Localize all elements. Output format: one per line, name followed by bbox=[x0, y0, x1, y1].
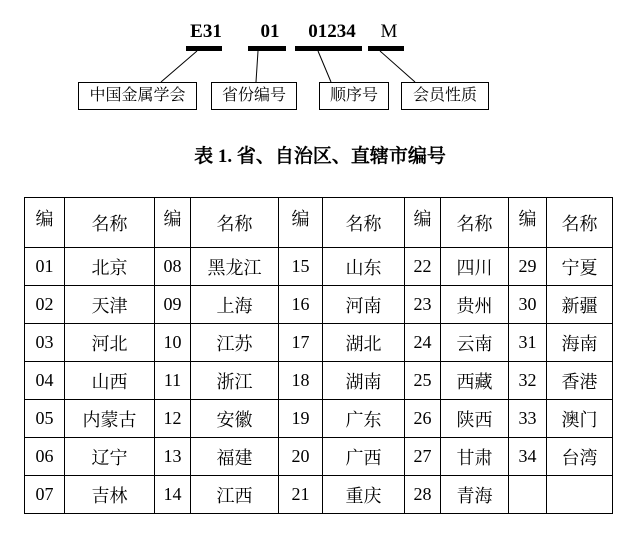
province-name: 湖北 bbox=[323, 324, 405, 362]
province-code: 30 bbox=[509, 286, 547, 324]
code-member-type: M bbox=[380, 21, 398, 42]
province-code: 16 bbox=[279, 286, 323, 324]
table-row bbox=[25, 324, 613, 362]
province-code: 20 bbox=[279, 438, 323, 476]
province-name: 黑龙江 bbox=[191, 248, 279, 286]
code-member-type-underline bbox=[368, 46, 404, 51]
province-code: 09 bbox=[155, 286, 191, 324]
table-row bbox=[25, 248, 613, 286]
connector-line-province bbox=[256, 51, 258, 82]
province-code: 12 bbox=[155, 400, 191, 438]
label-box-member-type bbox=[401, 82, 489, 110]
province-name: 海南 bbox=[547, 324, 613, 362]
province-name: 澳门 bbox=[547, 400, 613, 438]
label-province: 省份编号 bbox=[221, 87, 286, 104]
code-sequence-underline bbox=[295, 46, 362, 51]
header-code: 编 bbox=[509, 198, 547, 248]
province-name: 辽宁 bbox=[65, 438, 155, 476]
province-code: 29 bbox=[509, 248, 547, 286]
label-box-province bbox=[211, 82, 297, 110]
province-name: 浙江 bbox=[191, 362, 279, 400]
province-name: 广西 bbox=[323, 438, 405, 476]
table-header-row bbox=[25, 198, 613, 248]
province-name: 河北 bbox=[65, 324, 155, 362]
province-code: 04 bbox=[25, 362, 65, 400]
province-code: 27 bbox=[405, 438, 441, 476]
table-row bbox=[25, 286, 613, 324]
province-code: 02 bbox=[25, 286, 65, 324]
province-code: 28 bbox=[405, 476, 441, 514]
header-name: 名称 bbox=[323, 198, 405, 248]
province-name: 河南 bbox=[323, 286, 405, 324]
label-member-type: 会员性质 bbox=[412, 87, 477, 104]
province-name: 广东 bbox=[323, 400, 405, 438]
connector-line-society bbox=[161, 51, 197, 82]
province-code: 31 bbox=[509, 324, 547, 362]
province-code: 22 bbox=[405, 248, 441, 286]
province-code: 15 bbox=[279, 248, 323, 286]
province-name: 上海 bbox=[191, 286, 279, 324]
empty-cell bbox=[509, 476, 547, 514]
province-code: 25 bbox=[405, 362, 441, 400]
province-name: 陕西 bbox=[441, 400, 509, 438]
province-code: 01 bbox=[25, 248, 65, 286]
province-name: 安徽 bbox=[191, 400, 279, 438]
province-name: 天津 bbox=[65, 286, 155, 324]
code-province-underline bbox=[248, 46, 286, 51]
province-code: 24 bbox=[405, 324, 441, 362]
table-row bbox=[25, 476, 613, 514]
connector-line-member-type bbox=[380, 51, 415, 82]
province-name: 江西 bbox=[191, 476, 279, 514]
connector-line-sequence bbox=[318, 51, 331, 82]
header-name: 名称 bbox=[547, 198, 613, 248]
membership-number-diagram bbox=[0, 0, 640, 120]
province-code: 21 bbox=[279, 476, 323, 514]
header-name: 名称 bbox=[65, 198, 155, 248]
province-name: 云南 bbox=[441, 324, 509, 362]
table-title: 表 1. 省、自治区、直辖市编号 bbox=[194, 146, 446, 167]
header-code: 编 bbox=[25, 198, 65, 248]
province-code: 26 bbox=[405, 400, 441, 438]
province-name: 北京 bbox=[65, 248, 155, 286]
province-name: 台湾 bbox=[547, 438, 613, 476]
province-code: 07 bbox=[25, 476, 65, 514]
province-code-table bbox=[24, 197, 613, 514]
province-name: 香港 bbox=[547, 362, 613, 400]
code-sequence: 01234 bbox=[308, 21, 356, 42]
province-code: 17 bbox=[279, 324, 323, 362]
province-code: 18 bbox=[279, 362, 323, 400]
province-name: 青海 bbox=[441, 476, 509, 514]
label-box-society bbox=[78, 82, 197, 110]
header-name: 名称 bbox=[191, 198, 279, 248]
code-prefix-underline bbox=[186, 46, 222, 51]
province-code: 11 bbox=[155, 362, 191, 400]
province-name: 宁夏 bbox=[547, 248, 613, 286]
province-code: 23 bbox=[405, 286, 441, 324]
province-code: 19 bbox=[279, 400, 323, 438]
empty-cell bbox=[547, 476, 613, 514]
province-name: 湖南 bbox=[323, 362, 405, 400]
province-code: 14 bbox=[155, 476, 191, 514]
province-name: 山西 bbox=[65, 362, 155, 400]
province-code: 08 bbox=[155, 248, 191, 286]
code-province: 01 bbox=[260, 21, 280, 42]
province-code: 06 bbox=[25, 438, 65, 476]
province-code: 32 bbox=[509, 362, 547, 400]
province-name: 江苏 bbox=[191, 324, 279, 362]
label-box-sequence bbox=[319, 82, 389, 110]
code-prefix: E31 bbox=[190, 21, 222, 42]
table-row bbox=[25, 362, 613, 400]
table-row bbox=[25, 400, 613, 438]
province-name: 山东 bbox=[323, 248, 405, 286]
province-name: 甘肃 bbox=[441, 438, 509, 476]
header-code: 编 bbox=[405, 198, 441, 248]
header-name: 名称 bbox=[441, 198, 509, 248]
province-code: 03 bbox=[25, 324, 65, 362]
province-code: 10 bbox=[155, 324, 191, 362]
province-name: 四川 bbox=[441, 248, 509, 286]
province-name: 福建 bbox=[191, 438, 279, 476]
province-name: 贵州 bbox=[441, 286, 509, 324]
header-code: 编 bbox=[155, 198, 191, 248]
province-name: 吉林 bbox=[65, 476, 155, 514]
province-code: 05 bbox=[25, 400, 65, 438]
label-sequence: 顺序号 bbox=[329, 87, 378, 104]
province-name: 重庆 bbox=[323, 476, 405, 514]
province-name: 西藏 bbox=[441, 362, 509, 400]
header-code: 编 bbox=[279, 198, 323, 248]
label-society: 中国金属学会 bbox=[89, 87, 186, 104]
province-code: 13 bbox=[155, 438, 191, 476]
table-row bbox=[25, 438, 613, 476]
province-code: 33 bbox=[509, 400, 547, 438]
province-name: 新疆 bbox=[547, 286, 613, 324]
province-code: 34 bbox=[509, 438, 547, 476]
province-name: 内蒙古 bbox=[65, 400, 155, 438]
